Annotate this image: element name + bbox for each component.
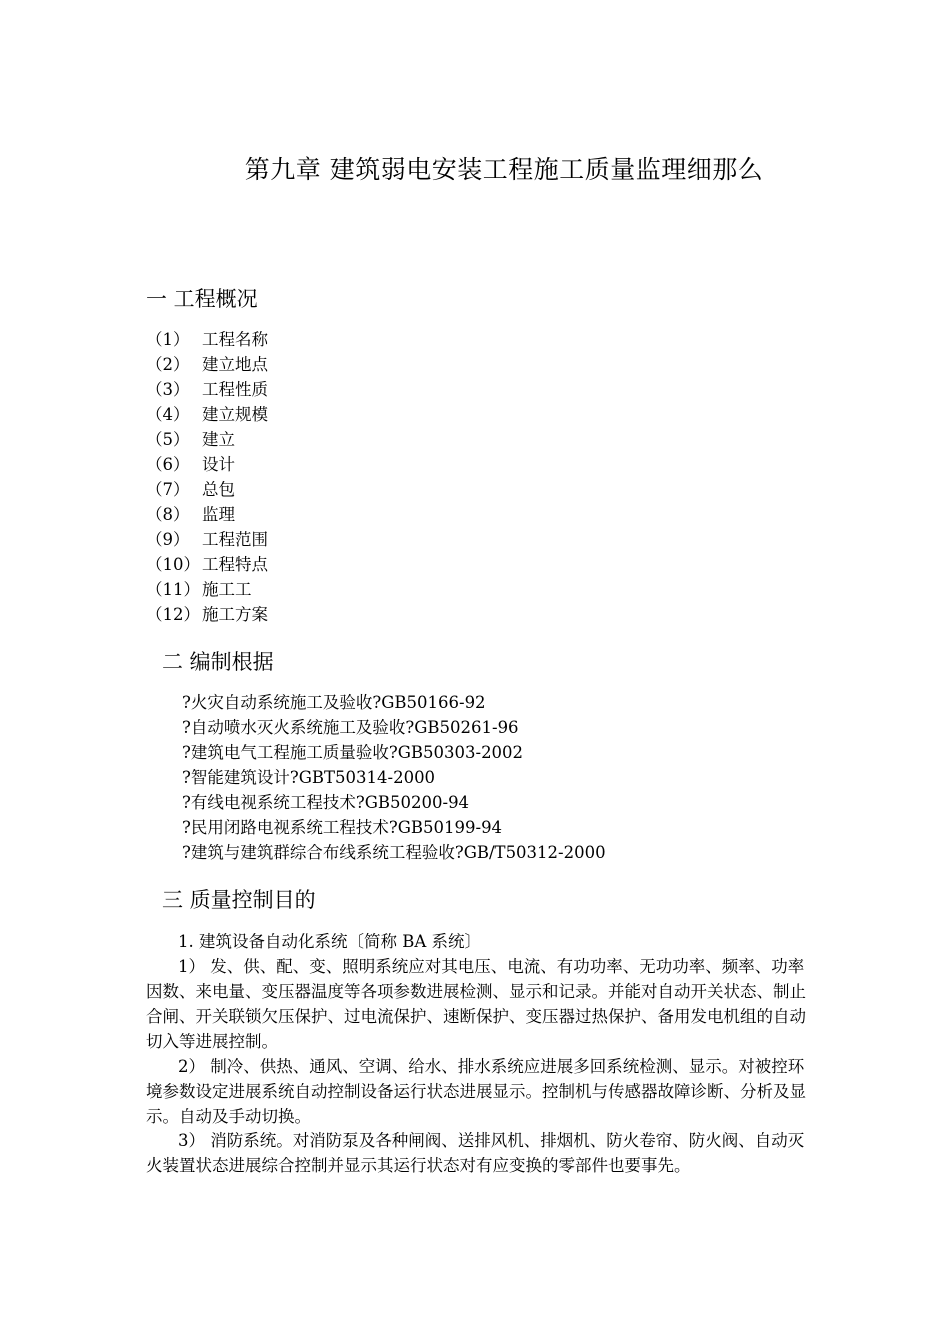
page-title: 第九章 建筑弱电安装工程施工质量监理细那么 xyxy=(244,155,764,184)
list-item: （2） 建立地点 xyxy=(146,355,268,374)
list-item: （10） 工程特点 xyxy=(146,555,268,574)
list-item: （9） 工程范围 xyxy=(146,530,268,549)
list-item: ?有线电视系统工程技术?GB50200-94 xyxy=(182,793,470,812)
list-item: （11） 施工工 xyxy=(146,580,252,599)
list-item: （7） 总包 xyxy=(146,480,235,499)
overview-list xyxy=(146,327,268,627)
list-item: （8） 监理 xyxy=(146,505,235,524)
list-item: ?智能建筑设计?GBT50314-2000 xyxy=(182,768,436,787)
list-item: （3） 工程性质 xyxy=(146,380,268,399)
subsection-heading: 1. 建筑设备自动化系统〔简称 BA 系统〕 xyxy=(178,932,482,951)
section-heading-quality-goals: 三 质量控制目的 xyxy=(162,888,316,912)
list-item: （4） 建立规模 xyxy=(146,405,268,424)
list-item: （6） 设计 xyxy=(146,455,235,474)
paragraph: 1） 发、供、配、变、照明系统应对其电压、电流、有功功率、无功功率、频率、功率因数、来电量、变压器温度等各项参数进展检测、显示和记录。并能对自动开关状态、制止合闸、开关联锁欠压保护、过电流保护、速断保护、变压器过热保护、备用发电机组的自动切入等进展控制。 xyxy=(146,957,806,1051)
section-heading-overview: 一 工程概况 xyxy=(146,287,258,311)
list-item: ?建筑与建筑群综合布线系统工程验收?GB/T50312-2000 xyxy=(182,843,606,862)
paragraph: 3） 消防系统。对消防泵及各种闸阀、送排风机、排烟机、防火卷帘、防火阀、自动灭火装置状态进展综合控制并显示其运行状态对有应变换的零部件也要事先。 xyxy=(146,1131,805,1175)
list-item: ?建筑电气工程施工质量验收?GB50303-2002 xyxy=(182,743,524,762)
list-item: ?民用闭路电视系统工程技术?GB50199-94 xyxy=(182,818,503,837)
list-item: （12） 施工方案 xyxy=(146,605,268,624)
section-heading-basis: 二 编制根据 xyxy=(162,650,274,674)
list-item: ?火灾自动系统施工及验收?GB50166-92 xyxy=(182,693,486,712)
list-item: （5） 建立 xyxy=(146,430,235,449)
list-item: （1） 工程名称 xyxy=(146,330,268,349)
basis-list xyxy=(182,690,606,865)
list-item: ?自动喷水灭火系统施工及验收?GB50261-96 xyxy=(182,718,519,737)
paragraph: 2） 制冷、供热、通风、空调、给水、排水系统应进展多回系统检测、显示。对被控环境参数设定进展系统自动控制设备运行状态进展显示。控制机与传感器故障诊断、分析及显示。自动及手动切换。 xyxy=(146,1057,806,1126)
